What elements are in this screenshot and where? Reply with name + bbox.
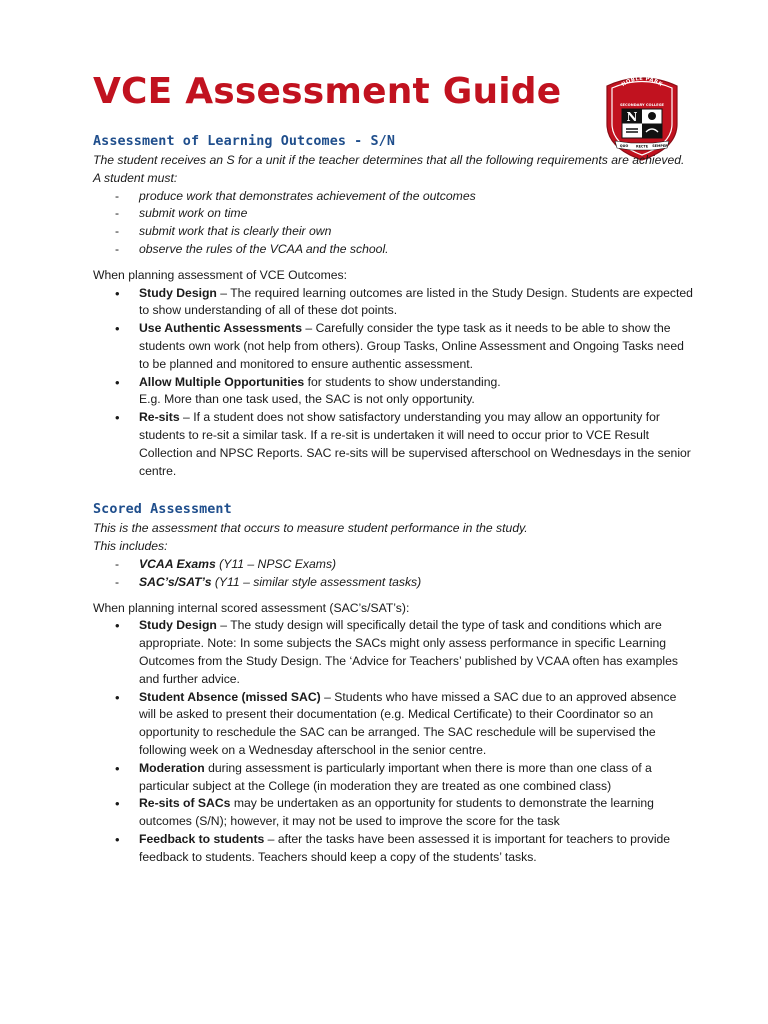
list-item: - observe the rules of the VCAA and the school. bbox=[93, 241, 693, 259]
page-title: VCE Assessment Guide bbox=[93, 71, 562, 112]
list-item: - submit work that is clearly their own bbox=[93, 223, 693, 241]
dash-marker: - bbox=[115, 224, 120, 239]
bullet-marker: • bbox=[115, 321, 120, 337]
list-item: • Feedback to students – after the tasks have been assessed it is important for teachers to provide feedback to students. Teachers should keep a copy of the students’ tasks. bbox=[115, 831, 671, 864]
bullet-marker: • bbox=[115, 285, 120, 301]
bullet-marker: • bbox=[115, 831, 120, 847]
bullet-marker: • bbox=[115, 760, 120, 776]
bullet-marker: • bbox=[115, 410, 120, 426]
dash-marker: - bbox=[115, 241, 120, 256]
scored-bullet-list bbox=[93, 617, 693, 866]
includes-list bbox=[93, 556, 693, 592]
list-item: • Allow Multiple Opportunities for students to show understanding. E.g. More than one task used, the SAC is not only opportunity. bbox=[115, 374, 501, 407]
list-item: • Study Design – The required learning outcomes are listed in the Study Design. Students are expected to show understanding of all of these dot points. bbox=[115, 285, 693, 318]
dash-marker: - bbox=[115, 206, 120, 221]
bullet-marker: • bbox=[115, 796, 120, 812]
list-item: - submit work on time bbox=[93, 205, 693, 223]
section-intro: This includes: bbox=[93, 539, 168, 554]
outcomes-bullet-list bbox=[93, 285, 693, 481]
list-item: • Use Authentic Assessments – Carefully consider the type task as it needs to be able to show the students own work (not help from others). Group Tasks, Online Assessment and Ongoing Tasks need to be planned and monitored to ensure authentic assessment. bbox=[115, 321, 684, 371]
svg-text:NOBLE PARK: NOBLE PARK bbox=[620, 75, 664, 89]
dash-marker: - bbox=[115, 574, 120, 589]
list-item: • Re-sits of SACs may be undertaken as an opportunity for students to demonstrate the learning outcomes (S/N); however, it may not be used to improve the score for the task bbox=[115, 796, 654, 829]
svg-text:N: N bbox=[626, 110, 638, 124]
section-intro: This is the assessment that occurs to measure student performance in the study. bbox=[93, 521, 528, 536]
svg-text:SECONDARY COLLEGE: SECONDARY COLLEGE bbox=[619, 103, 665, 107]
dash-marker: - bbox=[115, 188, 120, 203]
list-item: • Re-sits – If a student does not show satisfactory understanding you may allow an opportunity for students to re-sit a similar task. If a re-sit is undertaken it will need to occur prior to VCE Result Collection and NPSC Reports. SAC re-sits will be supervised afterschool on Wednesdays in the senior centre. bbox=[115, 410, 691, 478]
svg-text:QUO: QUO bbox=[619, 144, 629, 148]
list-item: • Study Design – The study design will specifically detail the type of task and conditions which are appropriate. Note: In some subjects the SACs might only assess performance in specific Learning Outcomes from the Study Design. The ‘Advice for Teachers’ published by VCAA often has examples and further advice. bbox=[115, 618, 679, 686]
list-item: - SAC’s/SAT’s (Y11 – similar style assessment tasks) bbox=[93, 574, 693, 592]
planning-outcomes-text: When planning assessment of VCE Outcomes: bbox=[93, 267, 348, 282]
list-item: - VCAA Exams (Y11 – NPSC Exams) bbox=[93, 556, 693, 574]
bullet-marker: • bbox=[115, 689, 120, 705]
section-heading-learning-outcomes: Assessment of Learning Outcomes - S/N bbox=[93, 134, 395, 149]
requirements-list bbox=[93, 188, 693, 259]
bullet-marker: • bbox=[115, 618, 120, 634]
planning-scored-text: When planning internal scored assessment (SAC’s/SAT’s): bbox=[93, 600, 410, 615]
dash-marker: - bbox=[115, 556, 120, 571]
list-item: • Moderation during assessment is particularly important when there is more than one class of a particular subject at the College (in moderation they are treated as one combined class) bbox=[115, 760, 652, 793]
bullet-marker: • bbox=[115, 374, 120, 390]
section-heading-scored-assessment: Scored Assessment bbox=[93, 502, 232, 518]
list-item: - produce work that demonstrates achievement of the outcomes bbox=[93, 188, 693, 206]
svg-text:RECTE: RECTE bbox=[635, 144, 649, 149]
section-intro: The student receives an S for a unit if the teacher determines that all the following requirements are achieved. A student must: bbox=[93, 153, 685, 185]
document-body bbox=[93, 132, 693, 866]
svg-text:SEMPER: SEMPER bbox=[652, 144, 668, 148]
list-item: • Student Absence (missed SAC) – Students who have missed a SAC due to an approved absence will be asked to present their documentation (e.g. Medical Certificate) to their Coordinator so an opportunity to reschedule the SAC can be arranged. The SAC reschedule will be supervised the following week on a Wednesday afterschool in the senior centre. bbox=[115, 689, 677, 757]
